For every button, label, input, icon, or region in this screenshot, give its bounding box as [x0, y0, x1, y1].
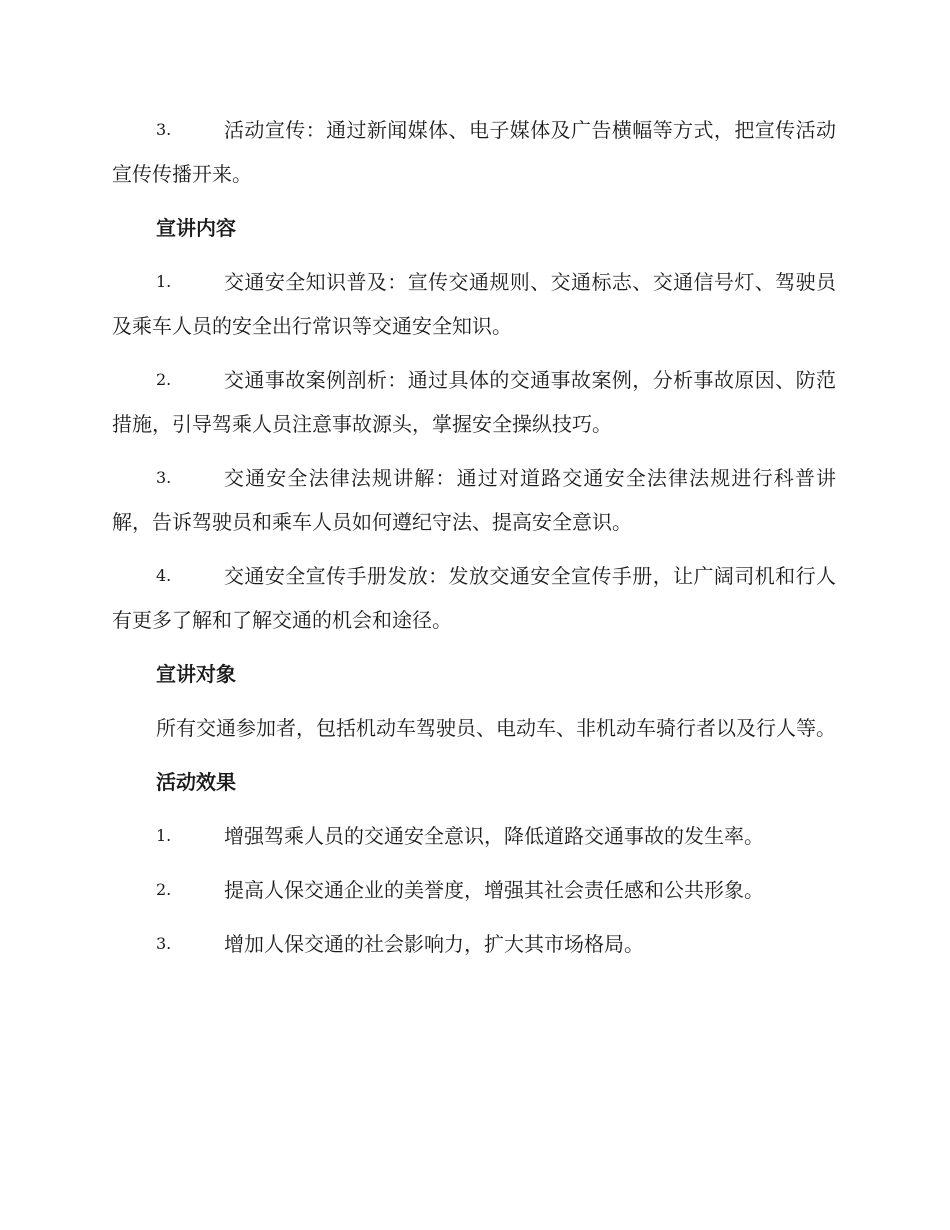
list-number: 1. — [156, 826, 172, 845]
list-text: 交通安全知识普及：宣传交通规则、交通标志、交通信号灯、驾驶员及乘车人员的安全出行常识等交通安全知识。 — [112, 270, 836, 338]
section-heading-effects: 活动效果 — [156, 770, 236, 794]
audience-paragraph: 所有交通参加者，包括机动车驾驶员、电动车、非机动车骑行者以及行人等。 — [156, 716, 836, 740]
list-text: 交通安全宣传手册发放：发放交通安全宣传手册，让广阔司机和行人有更多了解和了解交通的机会和途径。 — [112, 564, 836, 632]
list-number: 2. — [156, 370, 172, 389]
list-item — [112, 554, 836, 642]
list-number: 3. — [156, 468, 172, 487]
list-item — [112, 922, 836, 966]
section-heading-audience: 宣讲对象 — [156, 662, 236, 686]
list-item-promotion — [112, 108, 836, 196]
list-number: 3. — [156, 120, 172, 139]
list-number: 4. — [156, 566, 172, 585]
list-text: 交通事故案例剖析：通过具体的交通事故案例，分析事故原因、防范措施，引导驾乘人员注意事故源头，掌握安全操纵技巧。 — [112, 368, 836, 436]
list-text: 活动宣传：通过新闻媒体、电子媒体及广告横幅等方式，把宣传活动宣传传播开来。 — [112, 118, 836, 186]
list-item — [112, 456, 836, 544]
list-number: 3. — [156, 934, 172, 953]
list-item — [112, 814, 836, 858]
list-text: 增加人保交通的社会影响力，扩大其市场格局。 — [224, 932, 644, 956]
list-text: 提高人保交通企业的美誉度，增强其社会责任感和公共形象。 — [224, 878, 764, 902]
list-item — [112, 358, 836, 446]
list-number: 1. — [156, 272, 172, 291]
document-page — [112, 108, 836, 976]
list-number: 2. — [156, 880, 172, 899]
section-heading-content: 宣讲内容 — [156, 216, 236, 240]
list-text: 增强驾乘人员的交通安全意识，降低道路交通事故的发生率。 — [224, 824, 764, 848]
list-text: 交通安全法律法规讲解：通过对道路交通安全法律法规进行科普讲解，告诉驾驶员和乘车人员如何遵纪守法、提高安全意识。 — [112, 466, 836, 534]
list-item — [112, 260, 836, 348]
list-item — [112, 868, 836, 912]
